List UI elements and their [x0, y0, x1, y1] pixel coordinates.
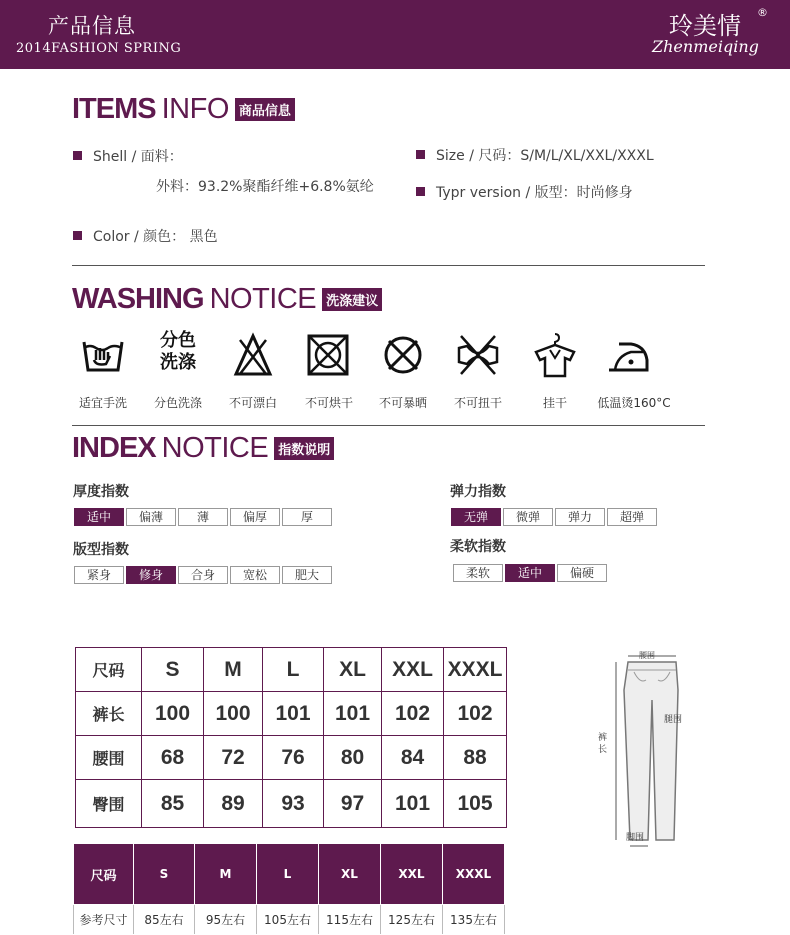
- thickness-options: [74, 508, 332, 526]
- wash-label-no-tumble: 不可烘干: [304, 396, 353, 410]
- wash-separately-icon: [153, 330, 203, 380]
- thickness-title: 厚度指数: [73, 484, 129, 500]
- table-cell: 101: [324, 692, 382, 736]
- elastic-option: 无弹: [451, 508, 501, 526]
- bullet-square-icon: [73, 151, 82, 160]
- row-label: 腰围: [76, 736, 142, 780]
- elastic-options: [451, 508, 657, 526]
- wash-label-iron: 低温烫160°C: [597, 396, 671, 410]
- ref-header-cell: 尺码: [74, 844, 134, 905]
- elastic-option: 微弹: [503, 508, 553, 526]
- table-row: [76, 780, 507, 828]
- table-cell: 72: [204, 736, 263, 780]
- ref-header-cell: XXXL: [443, 844, 505, 905]
- table-cell: 115左右: [319, 905, 381, 935]
- soft-option: 适中: [505, 564, 555, 582]
- divider: [72, 425, 705, 426]
- elastic-option: 超弹: [607, 508, 657, 526]
- size-header-cell: 尺码: [76, 648, 142, 692]
- divider: [72, 265, 705, 266]
- fit-option: 合身: [178, 566, 228, 584]
- no-bleach-icon: [228, 330, 278, 380]
- ref-header-cell: XXL: [381, 844, 443, 905]
- table-cell: 89: [204, 780, 263, 828]
- ref-header-cell: L: [257, 844, 319, 905]
- thickness-option: 偏薄: [126, 508, 176, 526]
- wash-label-hang: 挂干: [542, 396, 567, 410]
- ref-header-cell: S: [134, 844, 195, 905]
- soft-title: 柔软指数: [450, 539, 506, 555]
- wash-label-no-sun: 不可暴晒: [378, 396, 427, 410]
- table-cell: 95左右: [195, 905, 257, 935]
- table-row: [76, 692, 507, 736]
- thickness-option: 厚: [282, 508, 332, 526]
- index-notice-heading: [72, 432, 334, 465]
- wash-label-hand-wash: 适宜手洗: [78, 396, 127, 410]
- brand-logo-cn: 玲美情: [669, 12, 741, 40]
- bullet-square-icon: [416, 187, 425, 196]
- fit-option: 修身: [126, 566, 176, 584]
- table-cell: 100: [204, 692, 263, 736]
- shell-info: [73, 146, 183, 166]
- ref-header-cell: XL: [319, 844, 381, 905]
- table-cell: 88: [444, 736, 507, 780]
- soft-option: 柔软: [453, 564, 503, 582]
- table-row: [76, 736, 507, 780]
- table-cell: 135左右: [443, 905, 505, 935]
- page-subtitle: 2014FASHION SPRING: [16, 41, 182, 56]
- size-header-cell: XXXL: [444, 648, 507, 692]
- wash-label-no-wring: 不可扭干: [453, 396, 502, 410]
- size-info: [416, 145, 654, 165]
- diagram-thigh-label: 腿围: [664, 715, 683, 725]
- color-info: [73, 226, 218, 246]
- index-heading-tag: 指数说明: [274, 437, 334, 460]
- pants-measurement-diagram: [590, 650, 710, 850]
- wash-separately-glyph-top: 分色: [160, 330, 196, 351]
- table-cell: 68: [142, 736, 204, 780]
- page-title: 产品信息: [48, 14, 136, 38]
- no-wring-icon: [453, 330, 503, 380]
- soft-options: [453, 564, 607, 582]
- items-info-heading: [72, 93, 295, 126]
- color-label: Color / 颜色： 黑色: [93, 229, 218, 245]
- reference-size-table: [73, 843, 505, 935]
- type-label: Typr version / 版型：时尚修身: [436, 185, 633, 201]
- index-heading-thin: NOTICE: [161, 432, 269, 464]
- outer-material: 外料：93.2%聚酯纤维+6.8%氨纶: [156, 179, 374, 195]
- diagram-waist-label: 腰围: [639, 651, 655, 660]
- table-cell: 105左右: [257, 905, 319, 935]
- elastic-option: 弹力: [555, 508, 605, 526]
- size-label: Size / 尺码：S/M/L/XL/XXL/XXXL: [436, 148, 654, 164]
- table-cell: 84: [382, 736, 444, 780]
- no-tumble-dry-icon: [303, 330, 353, 380]
- items-heading-thin: INFO: [161, 93, 229, 125]
- fit-title: 版型指数: [73, 542, 129, 558]
- low-iron-icon: [603, 330, 653, 380]
- table-cell: 101: [263, 692, 324, 736]
- table-cell: 85左右: [134, 905, 195, 935]
- table-cell: 102: [444, 692, 507, 736]
- ref-table-header: [74, 844, 505, 905]
- fit-option: 宽松: [230, 566, 280, 584]
- hang-dry-icon: [530, 330, 580, 380]
- table-cell: 105: [444, 780, 507, 828]
- index-heading-bold: INDEX: [72, 432, 156, 464]
- fit-option: 肥大: [282, 566, 332, 584]
- fit-option: 紧身: [74, 566, 124, 584]
- ref-header-cell: M: [195, 844, 257, 905]
- table-cell: 125左右: [381, 905, 443, 935]
- items-heading-tag: 商品信息: [235, 98, 295, 121]
- fit-options: [74, 566, 332, 584]
- table-cell: 85: [142, 780, 204, 828]
- items-heading-bold: ITEMS: [72, 93, 156, 125]
- table-cell: 100: [142, 692, 204, 736]
- wash-separately-glyph-bottom: 洗涤: [160, 352, 196, 373]
- table-cell: 102: [382, 692, 444, 736]
- diagram-hem-label: 脚围: [626, 833, 645, 843]
- thickness-option: 适中: [74, 508, 124, 526]
- header-banner: [0, 0, 790, 69]
- thickness-option: 薄: [178, 508, 228, 526]
- washing-notice-heading: [72, 283, 382, 316]
- size-table: [75, 647, 507, 828]
- washing-heading-thin: NOTICE: [209, 283, 317, 315]
- table-cell: 93: [263, 780, 324, 828]
- table-cell: 97: [324, 780, 382, 828]
- wash-label-no-bleach: 不可漂白: [228, 396, 277, 410]
- table-cell: 101: [382, 780, 444, 828]
- washing-heading-bold: WASHING: [72, 283, 204, 315]
- wash-label-separate: 分色洗涤: [153, 396, 202, 410]
- hand-wash-icon: [78, 330, 128, 380]
- elastic-title: 弹力指数: [450, 484, 506, 500]
- ref-row-label: 参考尺寸: [74, 905, 134, 935]
- bullet-square-icon: [416, 150, 425, 159]
- bullet-square-icon: [73, 231, 82, 240]
- shell-label: Shell / 面料：: [93, 149, 183, 165]
- row-label: 裤长: [76, 692, 142, 736]
- brand-logo-en: Zhenmeiqing: [652, 37, 759, 56]
- size-header-cell: XL: [324, 648, 382, 692]
- row-label: 臀围: [76, 780, 142, 828]
- no-sun-dry-icon: [378, 330, 428, 380]
- size-header-cell: XXL: [382, 648, 444, 692]
- size-header-cell: S: [142, 648, 204, 692]
- size-header-cell: L: [263, 648, 324, 692]
- table-row: [74, 905, 505, 935]
- size-header-cell: M: [204, 648, 263, 692]
- thickness-option: 偏厚: [230, 508, 280, 526]
- washing-heading-tag: 洗涤建议: [322, 288, 382, 311]
- table-cell: 76: [263, 736, 324, 780]
- type-info: [416, 182, 633, 202]
- diagram-length-label: 裤长: [598, 733, 608, 755]
- soft-option: 偏硬: [557, 564, 607, 582]
- registered-mark: ®: [757, 6, 768, 19]
- size-table-header: [76, 648, 507, 692]
- table-cell: 80: [324, 736, 382, 780]
